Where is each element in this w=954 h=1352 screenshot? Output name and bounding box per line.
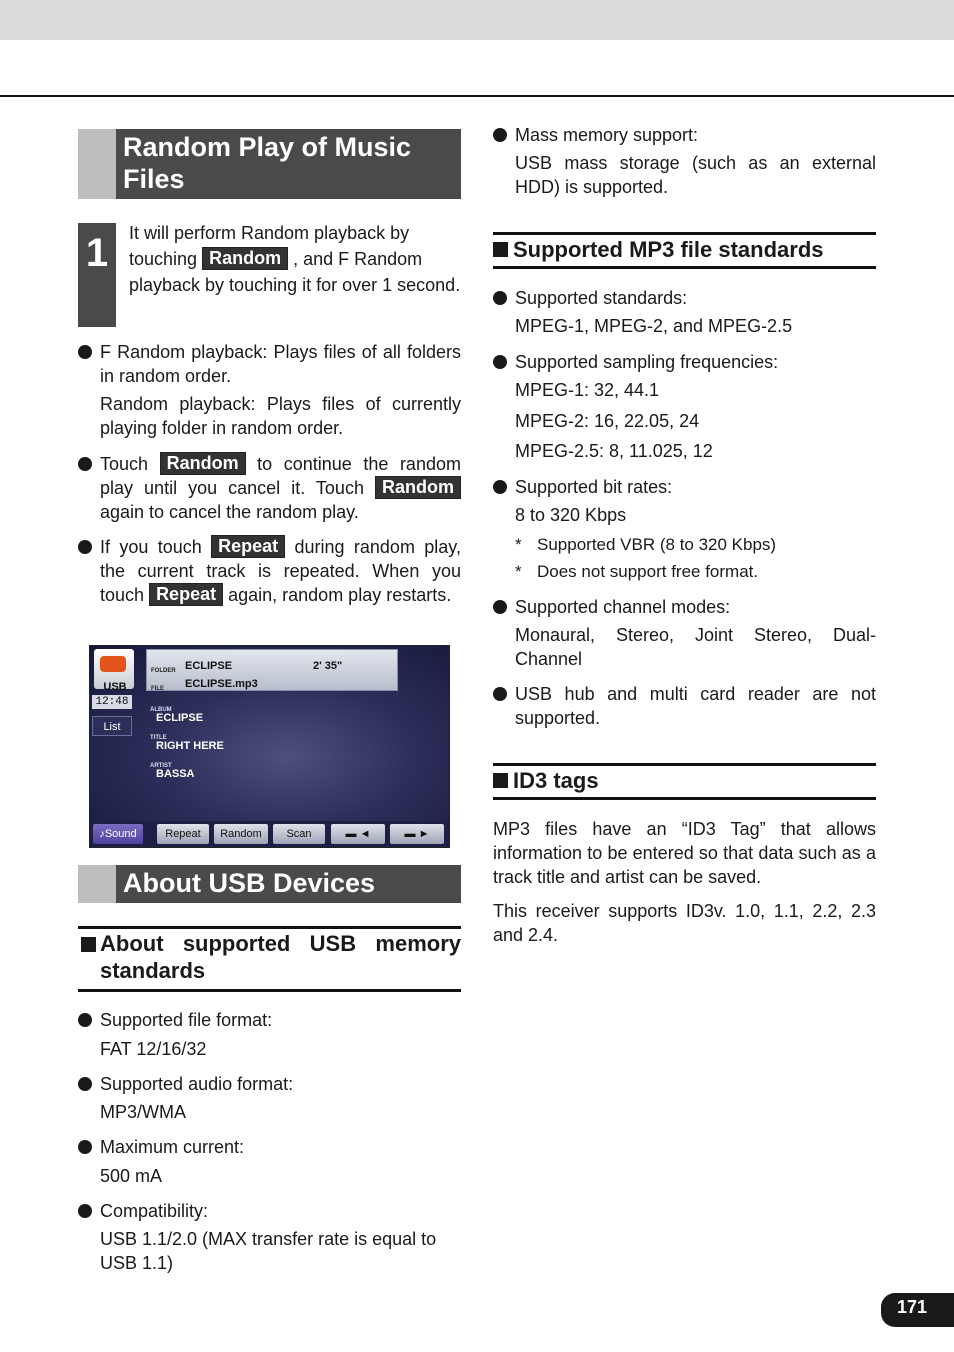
header-band <box>0 0 954 40</box>
folder-prev-button: ▬ ◄ <box>331 824 385 844</box>
subheading-usb-memory <box>78 926 461 992</box>
bullet-dot <box>78 1204 92 1218</box>
bullet-sampling <box>493 350 876 465</box>
bullet-random-modes <box>78 340 461 440</box>
subheading-mp3-standards <box>493 232 876 269</box>
bullet-usb-hub <box>493 682 876 737</box>
bullet-value: MPEG-1, MPEG-2, and MPEG-2.5 <box>515 316 793 336</box>
list-button: List <box>92 716 132 736</box>
bullet-label: Supported file format: <box>100 1010 273 1030</box>
bullet-value: USB mass storage (such as an external HDD) is supported. <box>515 153 876 197</box>
random-chip: Random <box>160 452 246 475</box>
bullet-dot <box>493 480 507 494</box>
section-title: About USB Devices <box>123 868 376 898</box>
bullet-file-format <box>78 1008 461 1063</box>
bullet-value: USB 1.1/2.0 (MAX transfer rate is equal to USB 1.1) <box>100 1229 437 1273</box>
bullet-dot <box>78 540 92 554</box>
folder-next-button: ▬ ► <box>390 824 444 844</box>
folder-name: ECLIPSE <box>185 660 233 672</box>
bullet-dot <box>493 291 507 305</box>
subheading-text: Supported MP3 file standards <box>513 237 824 262</box>
bullet-label: Supported standards: <box>515 288 688 308</box>
album-name: ECLIPSE <box>156 712 204 724</box>
id3-paragraph-1: MP3 files have an “ID3 Tag” that allows information to be entered so that data such as a track title and artist can be saved. <box>493 819 876 887</box>
bullet-audio-format <box>78 1072 461 1127</box>
section-banner-usb-devices <box>78 865 461 903</box>
bullet-text: USB hub and multi card reader are not supported. <box>515 684 876 728</box>
bullet-value: MPEG-1: 32, 44.1 <box>515 380 660 400</box>
random-chip: Random <box>202 247 288 270</box>
elapsed-time: 2' 35" <box>313 660 343 672</box>
bullet-value: FAT 12/16/32 <box>100 1039 207 1059</box>
bullet-touch-repeat <box>78 535 461 635</box>
bullet-dot <box>78 1140 92 1154</box>
track-info-panel <box>146 649 398 691</box>
bullet-channel-modes <box>493 595 876 675</box>
text-fragment: during random play, the current track is repeated. When you touch <box>100 537 461 605</box>
text-fragment: to continue the random play until you cancel it. Touch <box>100 454 461 498</box>
bullet-label: Compatibility: <box>100 1201 209 1221</box>
bullet-value: 500 mA <box>100 1166 163 1186</box>
bullet-value: 8 to 320 Kbps <box>515 505 627 525</box>
note-text: Does not support free format. <box>537 562 759 581</box>
banner-stub <box>78 129 116 199</box>
text-fragment: again, random play restarts. <box>228 585 452 605</box>
section-banner-random-play <box>78 129 461 199</box>
note-mark: * <box>515 535 522 554</box>
bullet-dot <box>78 1013 92 1027</box>
usb-logo-icon <box>100 656 126 672</box>
artist-name: BASSA <box>156 768 195 780</box>
step-text <box>129 220 461 298</box>
bullet-value: MPEG-2.5: 8, 11.025, 12 <box>515 441 713 461</box>
header-rule <box>0 95 954 97</box>
note-vbr <box>515 534 876 556</box>
scan-button: Scan <box>273 824 325 844</box>
sound-button: ♪Sound <box>93 824 143 844</box>
subheading-text: About supported USB memory standards <box>100 931 461 983</box>
bullet-dot <box>493 687 507 701</box>
bullet-bit-rates <box>493 475 876 530</box>
folder-label: FOLDER <box>151 668 176 674</box>
repeat-chip: Repeat <box>149 583 223 606</box>
bullet-label: Maximum current: <box>100 1137 245 1157</box>
step-number: 1 <box>78 223 116 327</box>
step-text-part1: It will perform Random playback by touching <box>129 223 410 269</box>
square-bullet-icon <box>81 937 96 952</box>
subheading-id3-tags <box>493 763 876 800</box>
step-text-part2: , and F Random playback by touching it for over 1 second. <box>129 249 461 295</box>
section-title: Random Play of Music Files <box>123 132 412 194</box>
bullet-value: MP3/WMA <box>100 1102 187 1122</box>
file-label: FILE <box>151 686 164 692</box>
bullet-label: Supported audio format: <box>100 1074 294 1094</box>
bullet-label: Supported bit rates: <box>515 477 673 497</box>
track-title: RIGHT HERE <box>156 740 224 752</box>
random-chip: Random <box>375 476 461 499</box>
source-label: USB <box>103 681 127 693</box>
square-bullet-icon <box>493 773 508 788</box>
screen-button-bar <box>90 821 450 847</box>
random-button: Random <box>214 824 268 844</box>
bullet-standards <box>493 286 876 341</box>
bullet-value: Monaural, Stereo, Joint Stereo, Dual-Channel <box>515 625 876 669</box>
text-fragment: again to cancel the random play. <box>100 502 359 522</box>
artist-label: ARTIST <box>150 763 172 769</box>
bullet-text <box>100 452 461 524</box>
title-label: TITLE <box>150 735 167 741</box>
bullet-label: Mass memory support: <box>515 125 699 145</box>
subheading-text: ID3 tags <box>513 768 599 793</box>
bullet-text: F Random playback: Plays files of all folders in random order. <box>100 342 461 386</box>
bullet-label: Supported channel modes: <box>515 597 731 617</box>
file-name: ECLIPSE.mp3 <box>185 678 258 690</box>
bullet-value: MPEG-2: 16, 22.05, 24 <box>515 411 700 431</box>
note-mark: * <box>515 562 522 581</box>
bullet-text <box>100 535 461 607</box>
bullet-text: Random playback: Plays files of currently playing folder in random order. <box>100 394 461 438</box>
album-label: ALBUM <box>150 707 172 713</box>
note-text: Supported VBR (8 to 320 Kbps) <box>537 535 777 554</box>
bullet-dot <box>78 1077 92 1091</box>
bullet-dot <box>78 345 92 359</box>
text-fragment: If you touch <box>100 537 202 557</box>
bullet-dot <box>78 457 92 471</box>
bullet-dot <box>493 355 507 369</box>
device-screenshot <box>89 645 450 848</box>
repeat-chip: Repeat <box>211 535 285 558</box>
square-bullet-icon <box>493 242 508 257</box>
note-free-format <box>515 561 876 583</box>
clock: 12:48 <box>92 695 132 709</box>
bullet-label: Supported sampling frequencies: <box>515 352 779 372</box>
bullet-compatibility <box>78 1199 461 1279</box>
bullet-dot <box>493 128 507 142</box>
bullet-mass-memory <box>493 123 876 203</box>
repeat-button: Repeat <box>157 824 209 844</box>
bullet-touch-random <box>78 452 461 527</box>
page-number: 171 <box>881 1293 954 1327</box>
bullet-max-current <box>78 1135 461 1190</box>
bullet-dot <box>493 600 507 614</box>
text-fragment: Touch <box>100 454 149 474</box>
id3-paragraph-2: This receiver supports ID3v. 1.0, 1.1, 2.2, 2.3 and 2.4. <box>493 901 876 945</box>
banner-stub <box>78 865 116 903</box>
